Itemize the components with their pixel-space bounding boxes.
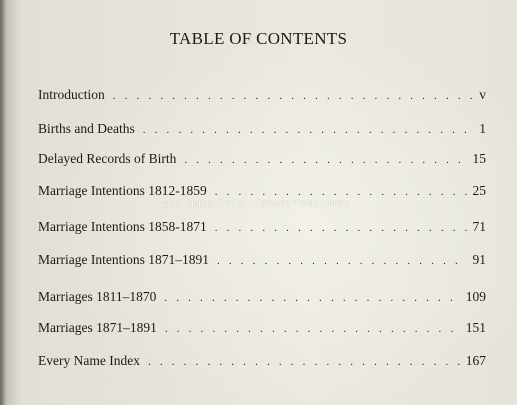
- dot-leader: [165, 320, 460, 338]
- library-watermark: Walsh History Center - Camden Public Library: [156, 198, 350, 209]
- dot-leader: [215, 219, 467, 237]
- toc-entry-label: Marriages 1871–1891: [38, 320, 157, 335]
- toc-entry-page: 71: [472, 219, 486, 234]
- toc-entry: [38, 352, 486, 370]
- toc-entry-label: Introduction: [38, 87, 105, 102]
- toc-entry: [38, 251, 486, 269]
- toc-entry-label: Marriage Intentions 1812-1859: [38, 183, 207, 198]
- dot-leader: [217, 252, 467, 270]
- dot-leader: [143, 121, 474, 139]
- toc-entry-page: 109: [465, 289, 486, 304]
- toc-entry-label: Every Name Index: [38, 353, 140, 368]
- toc-entry-label: Marriages 1811–1870: [38, 289, 157, 304]
- dot-leader: [148, 353, 460, 371]
- toc-entry-page: 91: [472, 252, 486, 267]
- toc-entry: [38, 319, 486, 337]
- page-title: TABLE OF CONTENTS: [169, 29, 348, 48]
- toc-entry-page: 15: [472, 151, 486, 166]
- toc-entry-label: Marriage Intentions 1871–1891: [38, 252, 209, 267]
- toc-entry-label: Births and Deaths: [38, 121, 135, 136]
- toc-entry: [38, 120, 486, 138]
- binding-shadow: [0, 0, 6, 405]
- toc-entry-page: 167: [465, 353, 486, 368]
- toc-entry: [38, 218, 486, 236]
- toc-entry-label: Marriage Intentions 1858-1871: [38, 219, 207, 234]
- toc-entry-label: Delayed Records of Birth: [38, 151, 177, 166]
- dot-leader: [164, 289, 459, 307]
- toc-entry: [38, 150, 486, 168]
- dot-leader: [184, 151, 466, 169]
- toc-entry-page: v: [479, 87, 486, 102]
- toc-entry-page: 25: [472, 183, 486, 198]
- dot-leader: [113, 87, 474, 105]
- toc-entry-page: 151: [465, 320, 486, 335]
- toc-entry-page: 1: [479, 121, 486, 136]
- toc-entry: [38, 86, 486, 104]
- toc-entry: [38, 288, 486, 306]
